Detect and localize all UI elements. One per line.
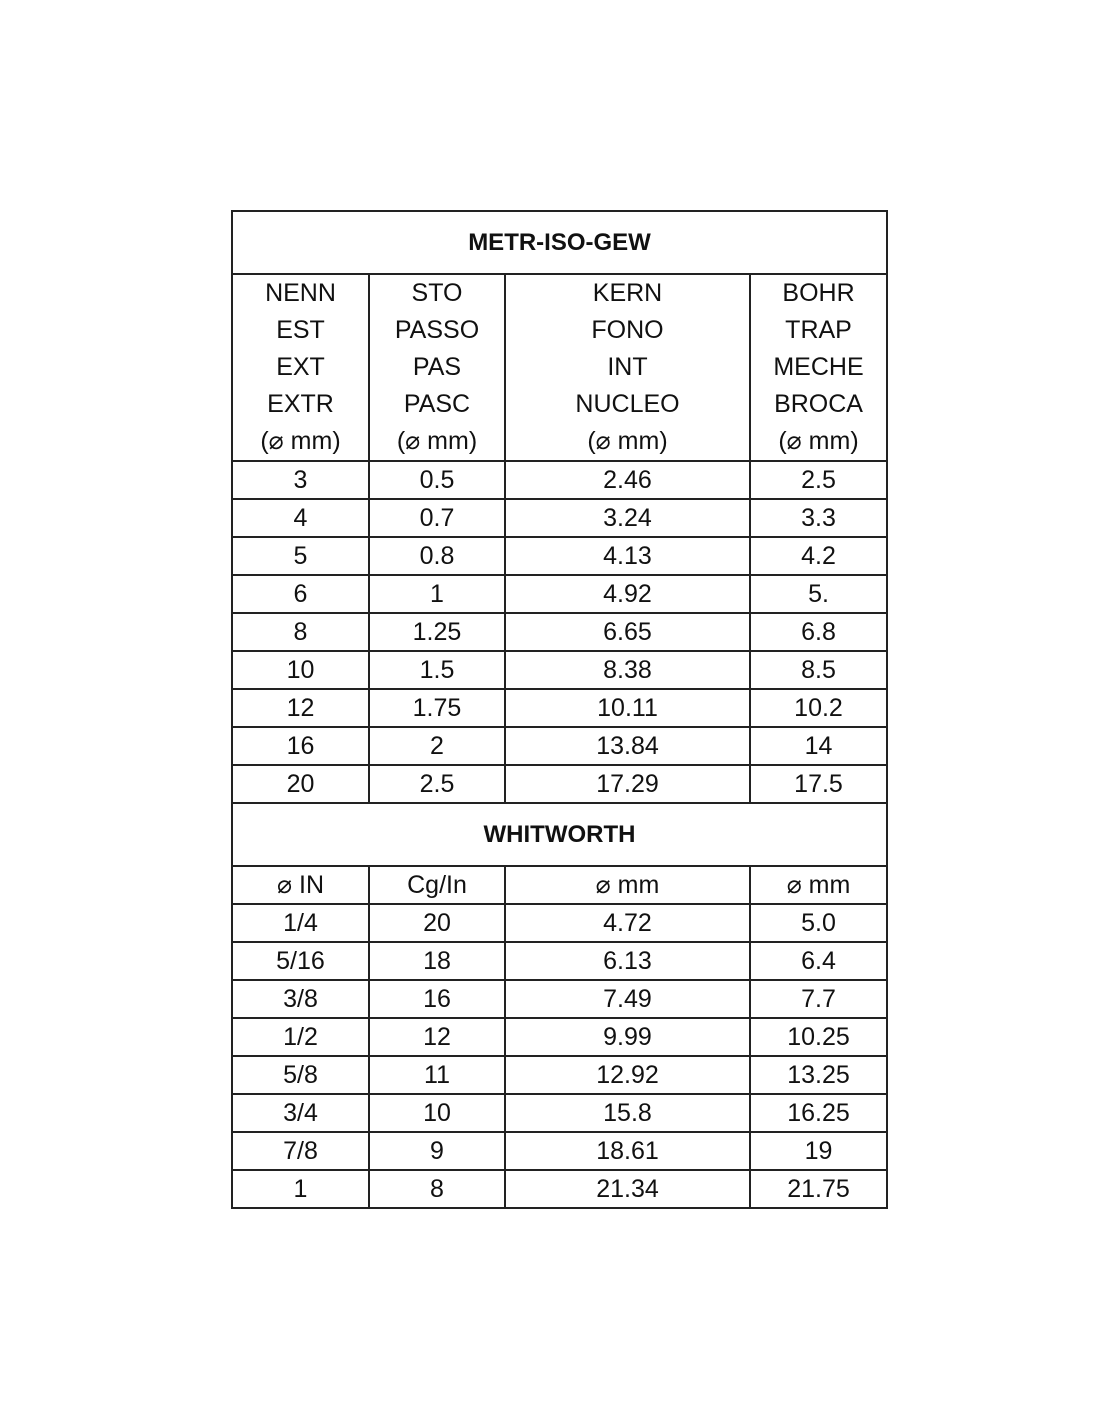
table-cell: 13.25: [750, 1056, 887, 1094]
whitworth-header-cell: Cg/In: [369, 866, 505, 904]
header-line: (⌀ mm): [396, 427, 478, 455]
table-cell: 4.2: [750, 537, 887, 575]
metric-header-core: [505, 274, 750, 461]
whitworth-table-row: [232, 1170, 887, 1208]
header-line: PASC: [403, 390, 471, 418]
metric-table-row: [232, 727, 887, 765]
metric-table-row: [232, 613, 887, 651]
table-cell: 6: [232, 575, 369, 613]
header-line: MECHE: [773, 353, 864, 381]
header-line: PASSO: [394, 316, 480, 344]
metric-header-nominal: [232, 274, 369, 461]
table-cell: 3: [232, 461, 369, 499]
table-cell: 4.92: [505, 575, 750, 613]
table-cell: 0.5: [369, 461, 505, 499]
metric-table-row: [232, 575, 887, 613]
metric-header-drill: [750, 274, 887, 461]
table-cell: 14: [750, 727, 887, 765]
table-cell: 5.: [750, 575, 887, 613]
header-line: NENN: [265, 279, 336, 307]
header-line: STO: [411, 279, 463, 307]
header-line: EXTR: [267, 390, 334, 418]
table-cell: 2.46: [505, 461, 750, 499]
whitworth-table-row: [232, 1018, 887, 1056]
table-cell: 5/16: [232, 942, 369, 980]
table-cell: 1: [232, 1170, 369, 1208]
table-cell: 6.13: [505, 942, 750, 980]
metric-table-row: [232, 499, 887, 537]
table-cell: 11: [369, 1056, 505, 1094]
table-cell: 7.49: [505, 980, 750, 1018]
whitworth-table-row: [232, 1094, 887, 1132]
whitworth-table-row: [232, 980, 887, 1018]
table-cell: 20: [369, 904, 505, 942]
header-line: KERN: [592, 279, 663, 307]
table-cell: 10: [232, 651, 369, 689]
table-cell: 16: [369, 980, 505, 1018]
metric-header-pitch: [369, 274, 505, 461]
table-cell: 0.8: [369, 537, 505, 575]
table-cell: 6.65: [505, 613, 750, 651]
header-line: (⌀ mm): [587, 427, 668, 455]
header-line: (⌀ mm): [778, 427, 859, 455]
table-cell: 6.4: [750, 942, 887, 980]
table-cell: 16: [232, 727, 369, 765]
table-cell: 17.5: [750, 765, 887, 803]
whitworth-table-row: [232, 1132, 887, 1170]
table-cell: 12: [369, 1018, 505, 1056]
header-line: FONO: [591, 316, 664, 344]
table-cell: 6.8: [750, 613, 887, 651]
header-line: EST: [276, 316, 325, 344]
table-cell: 9: [369, 1132, 505, 1170]
table-cell: 5: [232, 537, 369, 575]
table-cell: 13.84: [505, 727, 750, 765]
table-cell: 2.5: [750, 461, 887, 499]
thread-size-table: [231, 210, 888, 1209]
table-cell: 7/8: [232, 1132, 369, 1170]
table-cell: 10.25: [750, 1018, 887, 1056]
table-cell: 10.11: [505, 689, 750, 727]
metric-table-row: [232, 651, 887, 689]
table-cell: 17.29: [505, 765, 750, 803]
table-cell: 7.7: [750, 980, 887, 1018]
whitworth-header-row: [232, 866, 887, 904]
table-cell: 12.92: [505, 1056, 750, 1094]
table-cell: 5.0: [750, 904, 887, 942]
header-line: BROCA: [774, 390, 863, 418]
table-cell: 2.5: [369, 765, 505, 803]
metric-table-row: [232, 765, 887, 803]
table-cell: 21.75: [750, 1170, 887, 1208]
whitworth-header-cell: ⌀ IN: [232, 866, 369, 904]
table-cell: 16.25: [750, 1094, 887, 1132]
whitworth-table-row: [232, 1056, 887, 1094]
header-line: BOHR: [782, 279, 855, 307]
header-line: EXT: [276, 353, 325, 381]
header-line: (⌀ mm): [260, 427, 341, 455]
table-cell: 10: [369, 1094, 505, 1132]
table-cell: 4.72: [505, 904, 750, 942]
table-cell: 3/4: [232, 1094, 369, 1132]
header-line: PAS: [412, 353, 462, 381]
table-cell: 1.25: [369, 613, 505, 651]
metric-section-title: METR-ISO-GEW: [232, 211, 887, 274]
whitworth-section-title: WHITWORTH: [232, 803, 887, 866]
table-cell: 8.5: [750, 651, 887, 689]
table-cell: 5/8: [232, 1056, 369, 1094]
table-cell: 9.99: [505, 1018, 750, 1056]
table-cell: 0.7: [369, 499, 505, 537]
header-line: INT: [607, 353, 648, 381]
table-cell: 18.61: [505, 1132, 750, 1170]
table-cell: 18: [369, 942, 505, 980]
table-cell: 3.3: [750, 499, 887, 537]
metric-table-row: [232, 461, 887, 499]
table-cell: 4.13: [505, 537, 750, 575]
table-cell: 19: [750, 1132, 887, 1170]
thread-size-table-body: [232, 211, 887, 1208]
table-cell: 10.2: [750, 689, 887, 727]
table-cell: 8: [369, 1170, 505, 1208]
table-cell: 15.8: [505, 1094, 750, 1132]
header-line: NUCLEO: [575, 390, 680, 418]
table-cell: 8: [232, 613, 369, 651]
table-cell: 21.34: [505, 1170, 750, 1208]
metric-header-row: [232, 274, 887, 461]
table-cell: 1.5: [369, 651, 505, 689]
metric-table-row: [232, 689, 887, 727]
table-cell: 12: [232, 689, 369, 727]
table-cell: 8.38: [505, 651, 750, 689]
whitworth-header-cell: ⌀ mm: [505, 866, 750, 904]
table-cell: 1/2: [232, 1018, 369, 1056]
table-cell: 1: [369, 575, 505, 613]
whitworth-header-cell: ⌀ mm: [750, 866, 887, 904]
table-cell: 3/8: [232, 980, 369, 1018]
table-cell: 4: [232, 499, 369, 537]
header-line: TRAP: [785, 316, 852, 344]
metric-table-row: [232, 537, 887, 575]
table-cell: 1/4: [232, 904, 369, 942]
table-cell: 1.75: [369, 689, 505, 727]
table-cell: 3.24: [505, 499, 750, 537]
table-cell: 20: [232, 765, 369, 803]
whitworth-table-row: [232, 942, 887, 980]
table-cell: 2: [369, 727, 505, 765]
whitworth-table-row: [232, 904, 887, 942]
